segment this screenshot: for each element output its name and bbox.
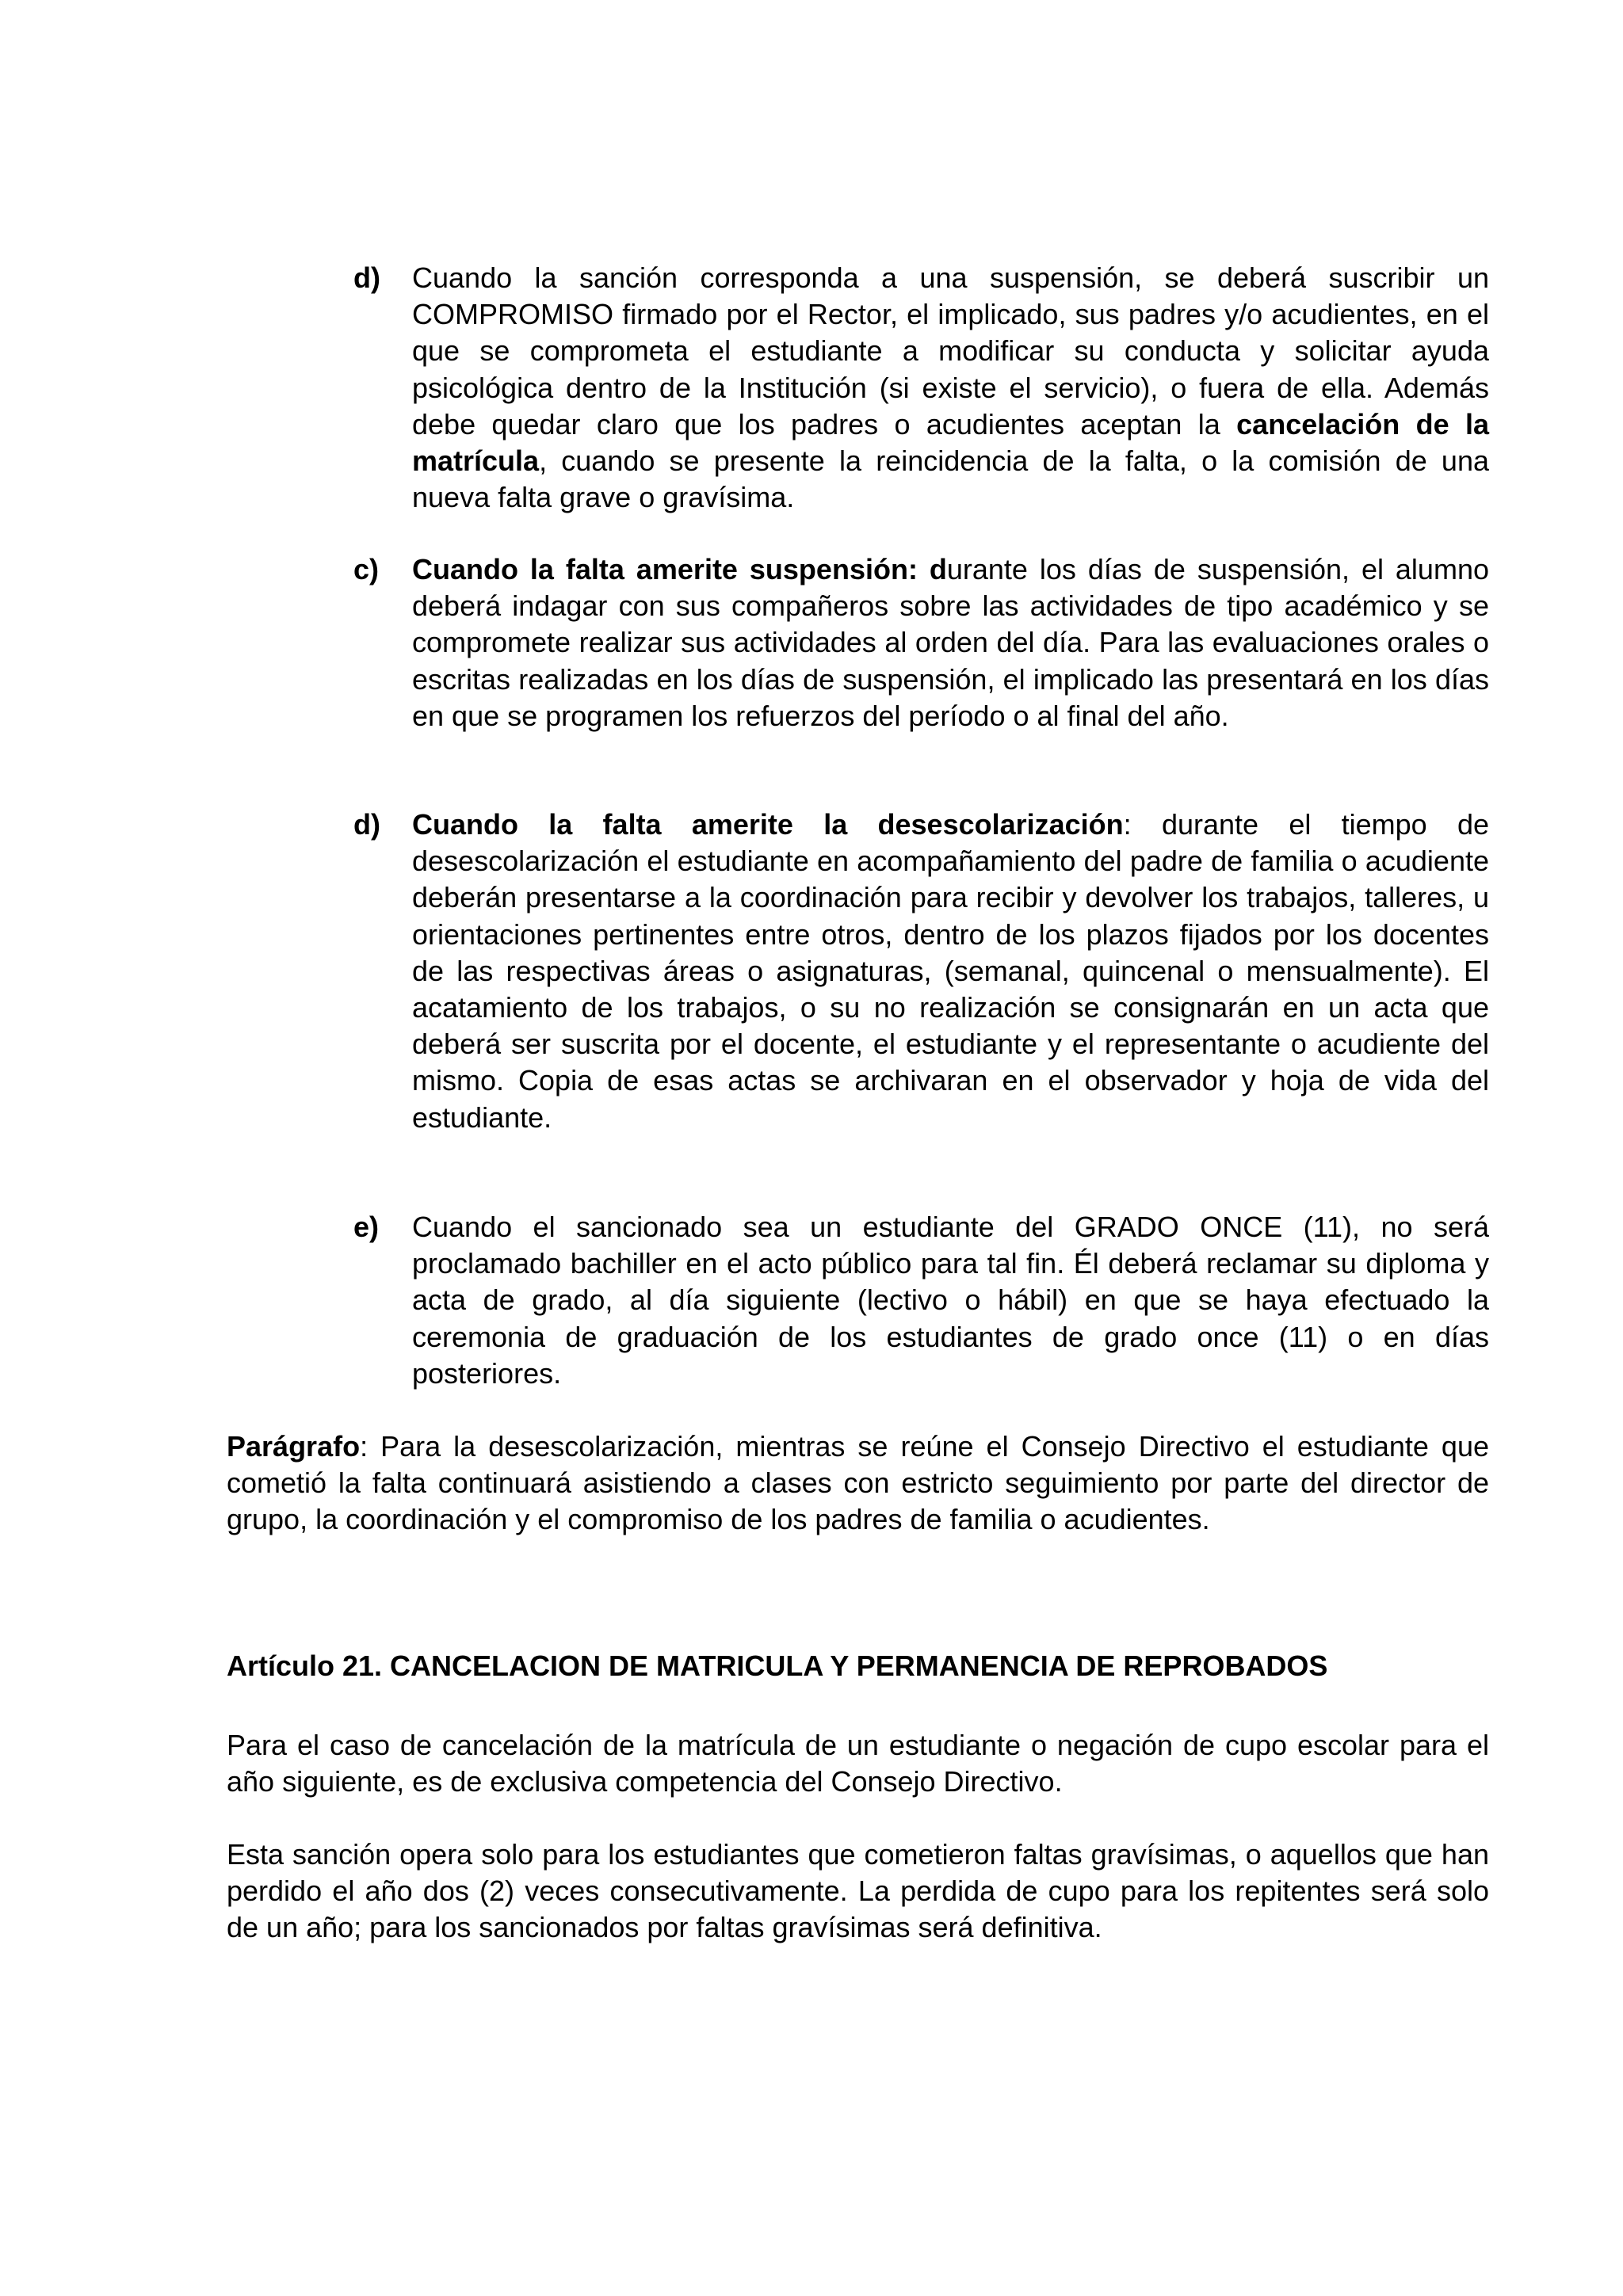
article-heading: Artículo 21. CANCELACION DE MATRICULA Y PERMANENCIA DE REPROBADOS bbox=[227, 1650, 1328, 1682]
list-marker: d) bbox=[353, 261, 380, 294]
list-item-text bbox=[412, 551, 1489, 734]
list-item-e-grado-once bbox=[353, 1209, 1489, 1392]
list-item-d-desescolarizacion bbox=[353, 807, 1489, 1136]
article-paragraph-1: Para el caso de cancelación de la matrícula de un estudiante o negación de cupo escolar para el año siguiente, es de exclusiva competencia del Consejo Directivo. bbox=[227, 1729, 1489, 1798]
item-bold-text: Cuando la falta amerite suspensión: d bbox=[412, 553, 947, 585]
list-item-text bbox=[412, 807, 1489, 1136]
item-text: urante los días de suspensión, el alumno deberá indagar con sus compañeros sobre las actividades de tipo académico y se compromete realizar sus actividades al orden del día. Para las evaluaciones orales o escritas realizadas en los días de suspensión, el implicado las presentará en los días en que se programen los refuerzos del período o al final del año. bbox=[412, 553, 1489, 732]
list-item-text bbox=[412, 260, 1489, 516]
item-bold-text: Cuando la falta amerite la desescolarización bbox=[412, 808, 1124, 841]
list-marker: c) bbox=[353, 553, 380, 585]
paragrafo-text: : Para la desescolarización, mientras se reúne el Consejo Directivo el estudiante que cometió la falta continuará asistiendo a clases con estricto seguimiento por parte del director de grupo, la coordinación y el compromiso de los padres de familia o acudientes. bbox=[227, 1430, 1489, 1536]
paragrafo-label: Parágrafo bbox=[227, 1430, 361, 1463]
paragrafo-paragraph bbox=[227, 1428, 1489, 1539]
list-item-c-suspension bbox=[353, 551, 1489, 734]
item-text-end: , cuando se presente la reincidencia de la falta, o la comisión de una nueva falta grave o gravísima. bbox=[412, 444, 1489, 514]
item-bold-text: cancelación de la matrícula bbox=[412, 407, 1489, 478]
article-paragraph-2: Esta sanción opera solo para los estudiantes que cometieron faltas gravísimas, o aquellos que han perdido el año dos (2) veces consecutivamente. La perdida de cupo para los repitentes será solo de un año; para los sancionados por faltas gravísimas será definitiva. bbox=[227, 1838, 1489, 1944]
item-text-start: Cuando la sanción corresponda a una suspensión, se deberá suscribir un COMPROMISO firmado por el Rector, el implicado, sus padres y/o acudientes, en el que se comprometa el estudiante a modificar su conducta y solicitar ayuda psicológica dentro de la Institución (si existe el servicio), o fuera de ella. Además debe quedar claro que los padres o acudientes aceptan la bbox=[412, 261, 1489, 441]
list-marker: d) bbox=[353, 808, 380, 841]
list-item-text: Cuando el sancionado sea un estudiante del GRADO ONCE (11), no será proclamado bachiller en el acto público para tal fin. Él deberá reclamar su diploma y acta de grado, al día siguiente (lectivo o hábil) en que se haya efectuado la ceremonia de graduación de los estudiantes de grado once (11) o en días posteriores. bbox=[412, 1211, 1489, 1390]
item-text: : durante el tiempo de desescolarización el estudiante en acompañamiento del padre de familia o acudiente deberán presentarse a la coordinación para recibir y devolver los trabajos, talleres, u orientaciones pertinentes entre otros, dentro de los plazos fijados por los docentes de las respectivas áreas o asignaturas, (semanal, quincenal o mensualmente). El acatamiento de los trabajos, o su no realización se consignarán en un acta que deberá ser suscrita por el docente, el estudiante y el representante o acudiente del mismo. Copia de esas actas se archivaran en el observador y hoja de vida del estudiante. bbox=[412, 808, 1489, 1134]
list-marker: e) bbox=[353, 1211, 380, 1243]
list-item-d-compromiso bbox=[353, 260, 1489, 516]
